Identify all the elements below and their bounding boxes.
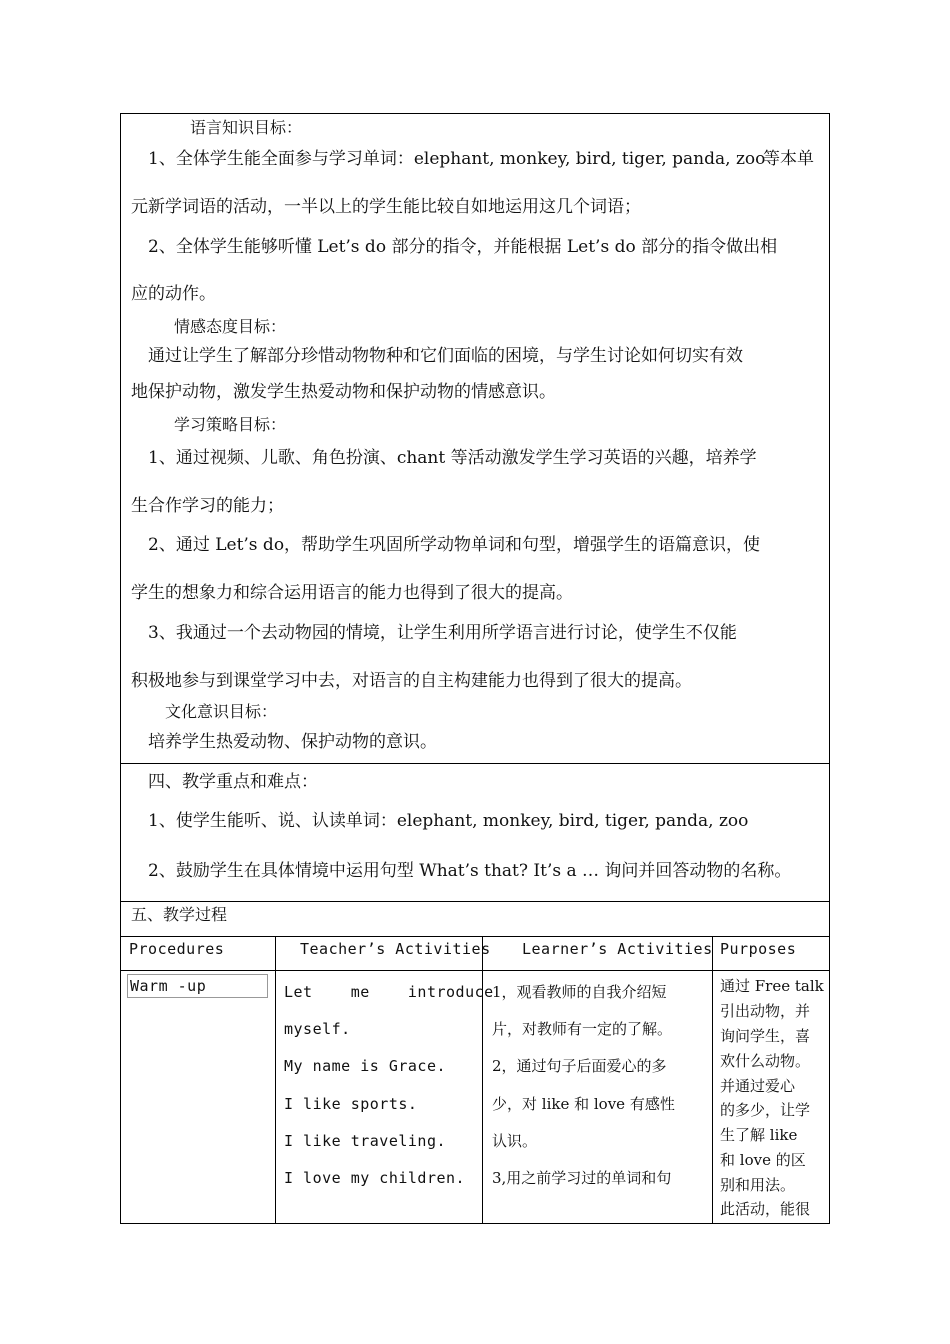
col-divider-1	[275, 936, 276, 1224]
learner-line: 少，对 like 和 love 有感性	[492, 1095, 675, 1113]
affect-goal-title: 情感态度目标：	[174, 317, 287, 336]
teacher-line: I love my children.	[284, 1169, 466, 1187]
purpose-line: 别和用法。	[720, 1176, 796, 1194]
teacher-line: I like sports.	[284, 1095, 418, 1113]
header-teacher-activities: Teacher’s Activities	[300, 940, 491, 958]
teacher-line: myself.	[284, 1020, 351, 1038]
learner-line: 3,用之前学习过的单词和句	[492, 1169, 672, 1187]
strategy-goal-item1-line1: 1、通过视频、儿歌、角色扮演、chant 等活动激发学生学习英语的兴趣，培养学	[148, 448, 757, 468]
purpose-line: 的多少，让学	[720, 1101, 811, 1119]
key-points-title: 四、教学重点和难点：	[148, 772, 318, 792]
language-goal-item1-line1: 1、全体学生能全面参与学习单词：elephant, monkey, bird, tiger, panda, zoo	[148, 149, 766, 169]
procedure-warm-up: Warm -up	[130, 977, 207, 995]
process-title: 五、教学过程	[131, 905, 228, 924]
strategy-goal-item2-line1: 2、通过 Let’s do，帮助学生巩固所学动物单词和句型，增强学生的语篇意识，使	[148, 535, 761, 555]
culture-goal-title: 文化意识目标：	[165, 702, 278, 721]
teacher-line: I like traveling.	[284, 1132, 447, 1150]
strategy-goal-item2-line2: 学生的想象力和综合运用语言的能力也得到了很大的提高。	[131, 583, 573, 603]
header-purposes: Purposes	[720, 940, 797, 958]
language-goal-item2-line2: 应的动作。	[131, 284, 216, 304]
teacher-line: Let me introduce	[284, 983, 494, 1001]
purpose-line: 引出动物，并	[720, 1002, 811, 1020]
purpose-line: 生了解 like	[720, 1126, 798, 1144]
teacher-line: My name is Grace.	[284, 1057, 447, 1075]
culture-goal-line: 培养学生热爱动物、保护动物的意识。	[148, 732, 437, 752]
col-divider-2	[482, 936, 483, 1224]
learner-line: 2，通过句子后面爱心的多	[492, 1057, 667, 1075]
learner-line: 片，对教师有一定的了解。	[492, 1020, 673, 1038]
learner-line: 认识。	[492, 1132, 538, 1150]
language-goal-item1-overlap: 等本单	[763, 149, 814, 169]
col-divider-3	[712, 936, 713, 1224]
affect-goal-line2: 地保护动物，激发学生热爱动物和保护动物的情感意识。	[131, 382, 556, 402]
purpose-line: 询问学生，喜	[720, 1027, 811, 1045]
purpose-line: 欢什么动物。	[720, 1052, 811, 1070]
language-goal-title: 语言知识目标：	[190, 118, 303, 137]
language-goal-item2-line1: 2、全体学生能够听懂 Let’s do 部分的指令，并能根据 Let’s do 部分的指令做出相	[148, 237, 778, 257]
key-points-item2: 2、鼓励学生在具体情境中运用句型 What’s that? It’s a … 询问并回答动物的名称。	[148, 861, 792, 881]
purpose-line: 和 love 的区	[720, 1151, 806, 1169]
strategy-goal-item3-line1: 3、我通过一个去动物园的情境，让学生利用所学语言进行讨论，使学生不仅能	[148, 623, 737, 643]
strategy-goal-item3-line2: 积极地参与到课堂学习中去，对语言的自主构建能力也得到了很大的提高。	[131, 671, 692, 691]
affect-goal-line1: 通过让学生了解部分珍惜动物物种和它们面临的困境，与学生讨论如何切实有效	[148, 346, 743, 366]
key-points-item1: 1、使学生能听、说、认读单词：elephant, monkey, bird, tiger, panda, zoo	[148, 811, 749, 831]
header-procedures: Procedures	[129, 940, 225, 958]
header-learner-activities: Learner’s Activities	[522, 940, 713, 958]
strategy-goal-item1-line2: 生合作学习的能力；	[131, 496, 284, 516]
purpose-line: 此活动，能很	[720, 1200, 811, 1218]
learner-line: 1，观看教师的自我介绍短	[492, 983, 667, 1001]
strategy-goal-title: 学习策略目标：	[174, 415, 287, 434]
language-goal-item1-line2: 元新学词语的活动，一半以上的学生能比较自如地运用这几个词语；	[131, 197, 641, 217]
header-divider	[120, 970, 830, 971]
purpose-line: 并通过爱心	[720, 1077, 796, 1095]
purpose-line: 通过 Free talk	[720, 977, 824, 995]
